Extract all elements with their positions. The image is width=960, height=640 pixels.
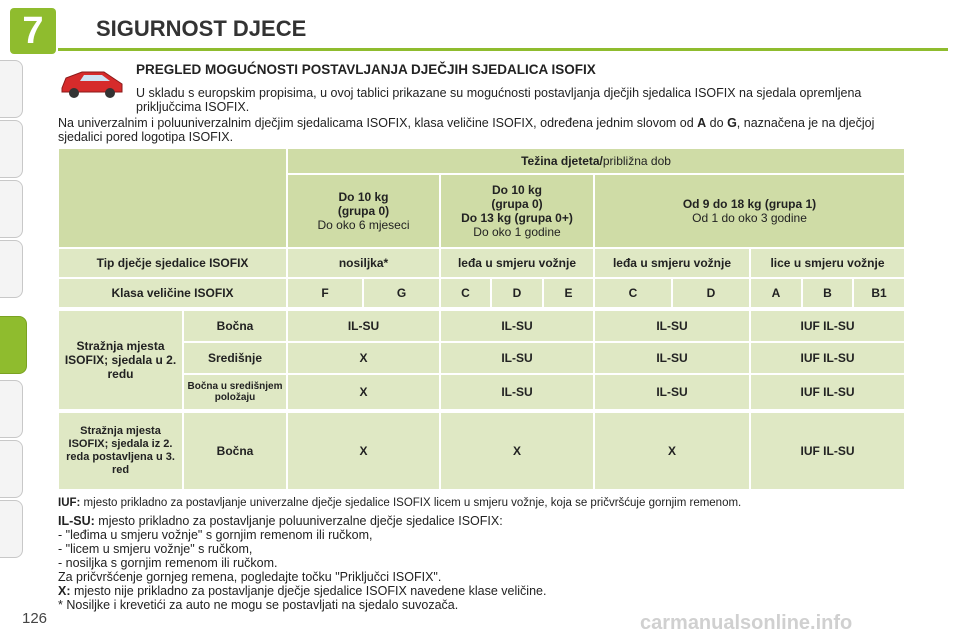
value-cell: IL-SU [287, 310, 440, 342]
para-text-a: Na univerzalnim i poluuniverzalnim dječjim sjedalicama ISOFIX, klasa veličine ISOFIX, određena jednim slovom od [58, 116, 698, 130]
page-number: 126 [22, 610, 48, 627]
class-label: Klasa veličine ISOFIX [58, 278, 287, 308]
group-2-weight-b: Do 13 kg (grupa 0+) [461, 211, 573, 225]
page-title: SIGURNOST DJECE [96, 16, 307, 41]
page-title-bar [58, 14, 948, 51]
iuf-text: mjesto prikladno za postavljanje univerzalne dječje sjedalice ISOFIX licem u smjeru vožnje, koja se pričvršćuje gornjim remenom. [80, 497, 742, 509]
ilsu-label: IL-SU: [58, 514, 95, 528]
type-label: Tip dječje sjedalice ISOFIX [58, 248, 287, 278]
position-label: Bočna [183, 310, 287, 342]
value-cell: IL-SU [440, 374, 594, 410]
class-cell: B1 [853, 278, 905, 308]
group-1-age: Do oko 6 mjeseci [317, 218, 410, 232]
group-header-3 [594, 174, 905, 248]
rear-row-label: Stražnja mjesta ISOFIX; sjedala u 2. redu [58, 310, 183, 410]
class-cell: D [491, 278, 543, 308]
value-cell: IUF IL-SU [750, 342, 905, 374]
isofix-class-paragraph [58, 116, 908, 144]
x-label: X: [58, 584, 71, 598]
group-3-weight: Od 9 do 18 kg (grupa 1) [682, 197, 817, 211]
ilsu-tail: Za pričvršćenje gornjeg remena, pogledajte točku "Priključci ISOFIX". [58, 570, 442, 584]
footnote: * Nosiljke i krevetići za auto ne mogu se postavljati na sjedalo suvozača. [58, 598, 459, 612]
chapter-number: 7 [22, 9, 44, 52]
ilsu-item: - nosiljka s gornjim remenom ili ručkom. [58, 556, 278, 570]
chapter-tab[interactable] [0, 380, 23, 438]
weight-header [287, 148, 905, 174]
group-1-group: (grupa 0) [337, 204, 390, 218]
para-text-b: , naznačena je na dječjoj sjedalici pored logotipa ISOFIX. [58, 116, 875, 144]
legend-notes [58, 496, 918, 612]
group-header-2 [440, 174, 594, 248]
group-header-1 [287, 174, 440, 248]
section-title: PREGLED MOGUĆNOSTI POSTAVLJANJA DJEČJIH SJEDALICA ISOFIX [136, 62, 596, 77]
group-2-age: Do oko 1 godine [473, 225, 561, 239]
class-cell: G [363, 278, 440, 308]
class-cell: A [750, 278, 802, 308]
isofix-table [58, 148, 905, 490]
value-cell: IL-SU [440, 342, 594, 374]
value-cell: IL-SU [594, 342, 750, 374]
class-cell: F [287, 278, 363, 308]
value-cell: X [440, 412, 594, 490]
type-cell: leđa u smjeru vožnje [440, 248, 594, 278]
value-cell: X [287, 374, 440, 410]
iuf-label: IUF: [58, 497, 81, 509]
watermark: carmanualsonline.info [640, 612, 853, 634]
para-letter-a: A [697, 116, 707, 130]
class-cell: D [672, 278, 750, 308]
para-letter-g: G [727, 116, 737, 130]
chapter-tab[interactable] [0, 240, 23, 298]
chapter-tab[interactable] [0, 60, 23, 118]
value-cell: X [287, 412, 440, 490]
value-cell: IUF IL-SU [750, 310, 905, 342]
type-cell: lice u smjeru vožnje [750, 248, 905, 278]
table-corner [58, 148, 287, 248]
position-label: Središnje [183, 342, 287, 374]
value-cell: IL-SU [594, 374, 750, 410]
class-cell: C [440, 278, 491, 308]
ilsu-item: - "licem u smjeru vožnje" s ručkom, [58, 542, 253, 556]
type-cell: nosiljka* [287, 248, 440, 278]
position-label: Bočna [183, 412, 287, 490]
weight-header-rest: približna dob [602, 154, 671, 168]
chapter-tab[interactable] [0, 440, 23, 498]
class-cell: B [802, 278, 853, 308]
chapter-tab[interactable] [0, 500, 23, 558]
intro-text: U skladu s europskim propisima, u ovoj tablici prikazane su mogućnosti postavljanja dječjih sjedalica ISOFIX na sjedala opremljena priključcima ISOFIX. [136, 86, 862, 114]
value-cell: X [594, 412, 750, 490]
ilsu-text: mjesto prikladno za postavljanje poluuniverzalne dječje sjedalice ISOFIX: [94, 514, 503, 528]
value-cell: IL-SU [594, 310, 750, 342]
chapter-number-badge [10, 8, 56, 54]
class-cell: E [543, 278, 594, 308]
weight-header-bold: Težina djeteta/ [521, 154, 603, 168]
group-2-weight: Do 10 kg [491, 183, 542, 197]
value-cell: X [287, 342, 440, 374]
chapter-tab[interactable] [0, 180, 23, 238]
type-cell: leđa u smjeru vožnje [594, 248, 750, 278]
value-cell: IL-SU [440, 310, 594, 342]
group-3-age: Od 1 do oko 3 godine [692, 211, 807, 225]
side-tabs [0, 60, 40, 580]
position-label: Bočna u središnjem položaju [183, 374, 287, 410]
ilsu-item: - "leđima u smjeru vožnje" s gornjim remenom ili ručkom, [58, 528, 373, 542]
car-icon [56, 66, 126, 100]
group-2-group: (grupa 0) [491, 197, 543, 211]
third-row-label: Stražnja mjesta ISOFIX; sjedala iz 2. reda postavljena u 3. red [58, 412, 183, 490]
group-1-weight: Do 10 kg [338, 190, 389, 204]
class-cell: C [594, 278, 672, 308]
chapter-tab[interactable] [0, 120, 23, 178]
chapter-tab-active[interactable] [0, 316, 27, 374]
value-cell: IUF IL-SU [750, 412, 905, 490]
x-text: mjesto nije prikladno za postavljanje dječje sjedalice ISOFIX navedene klase veličine. [70, 584, 547, 598]
para-text-mid: do [706, 116, 728, 130]
value-cell: IUF IL-SU [750, 374, 905, 410]
